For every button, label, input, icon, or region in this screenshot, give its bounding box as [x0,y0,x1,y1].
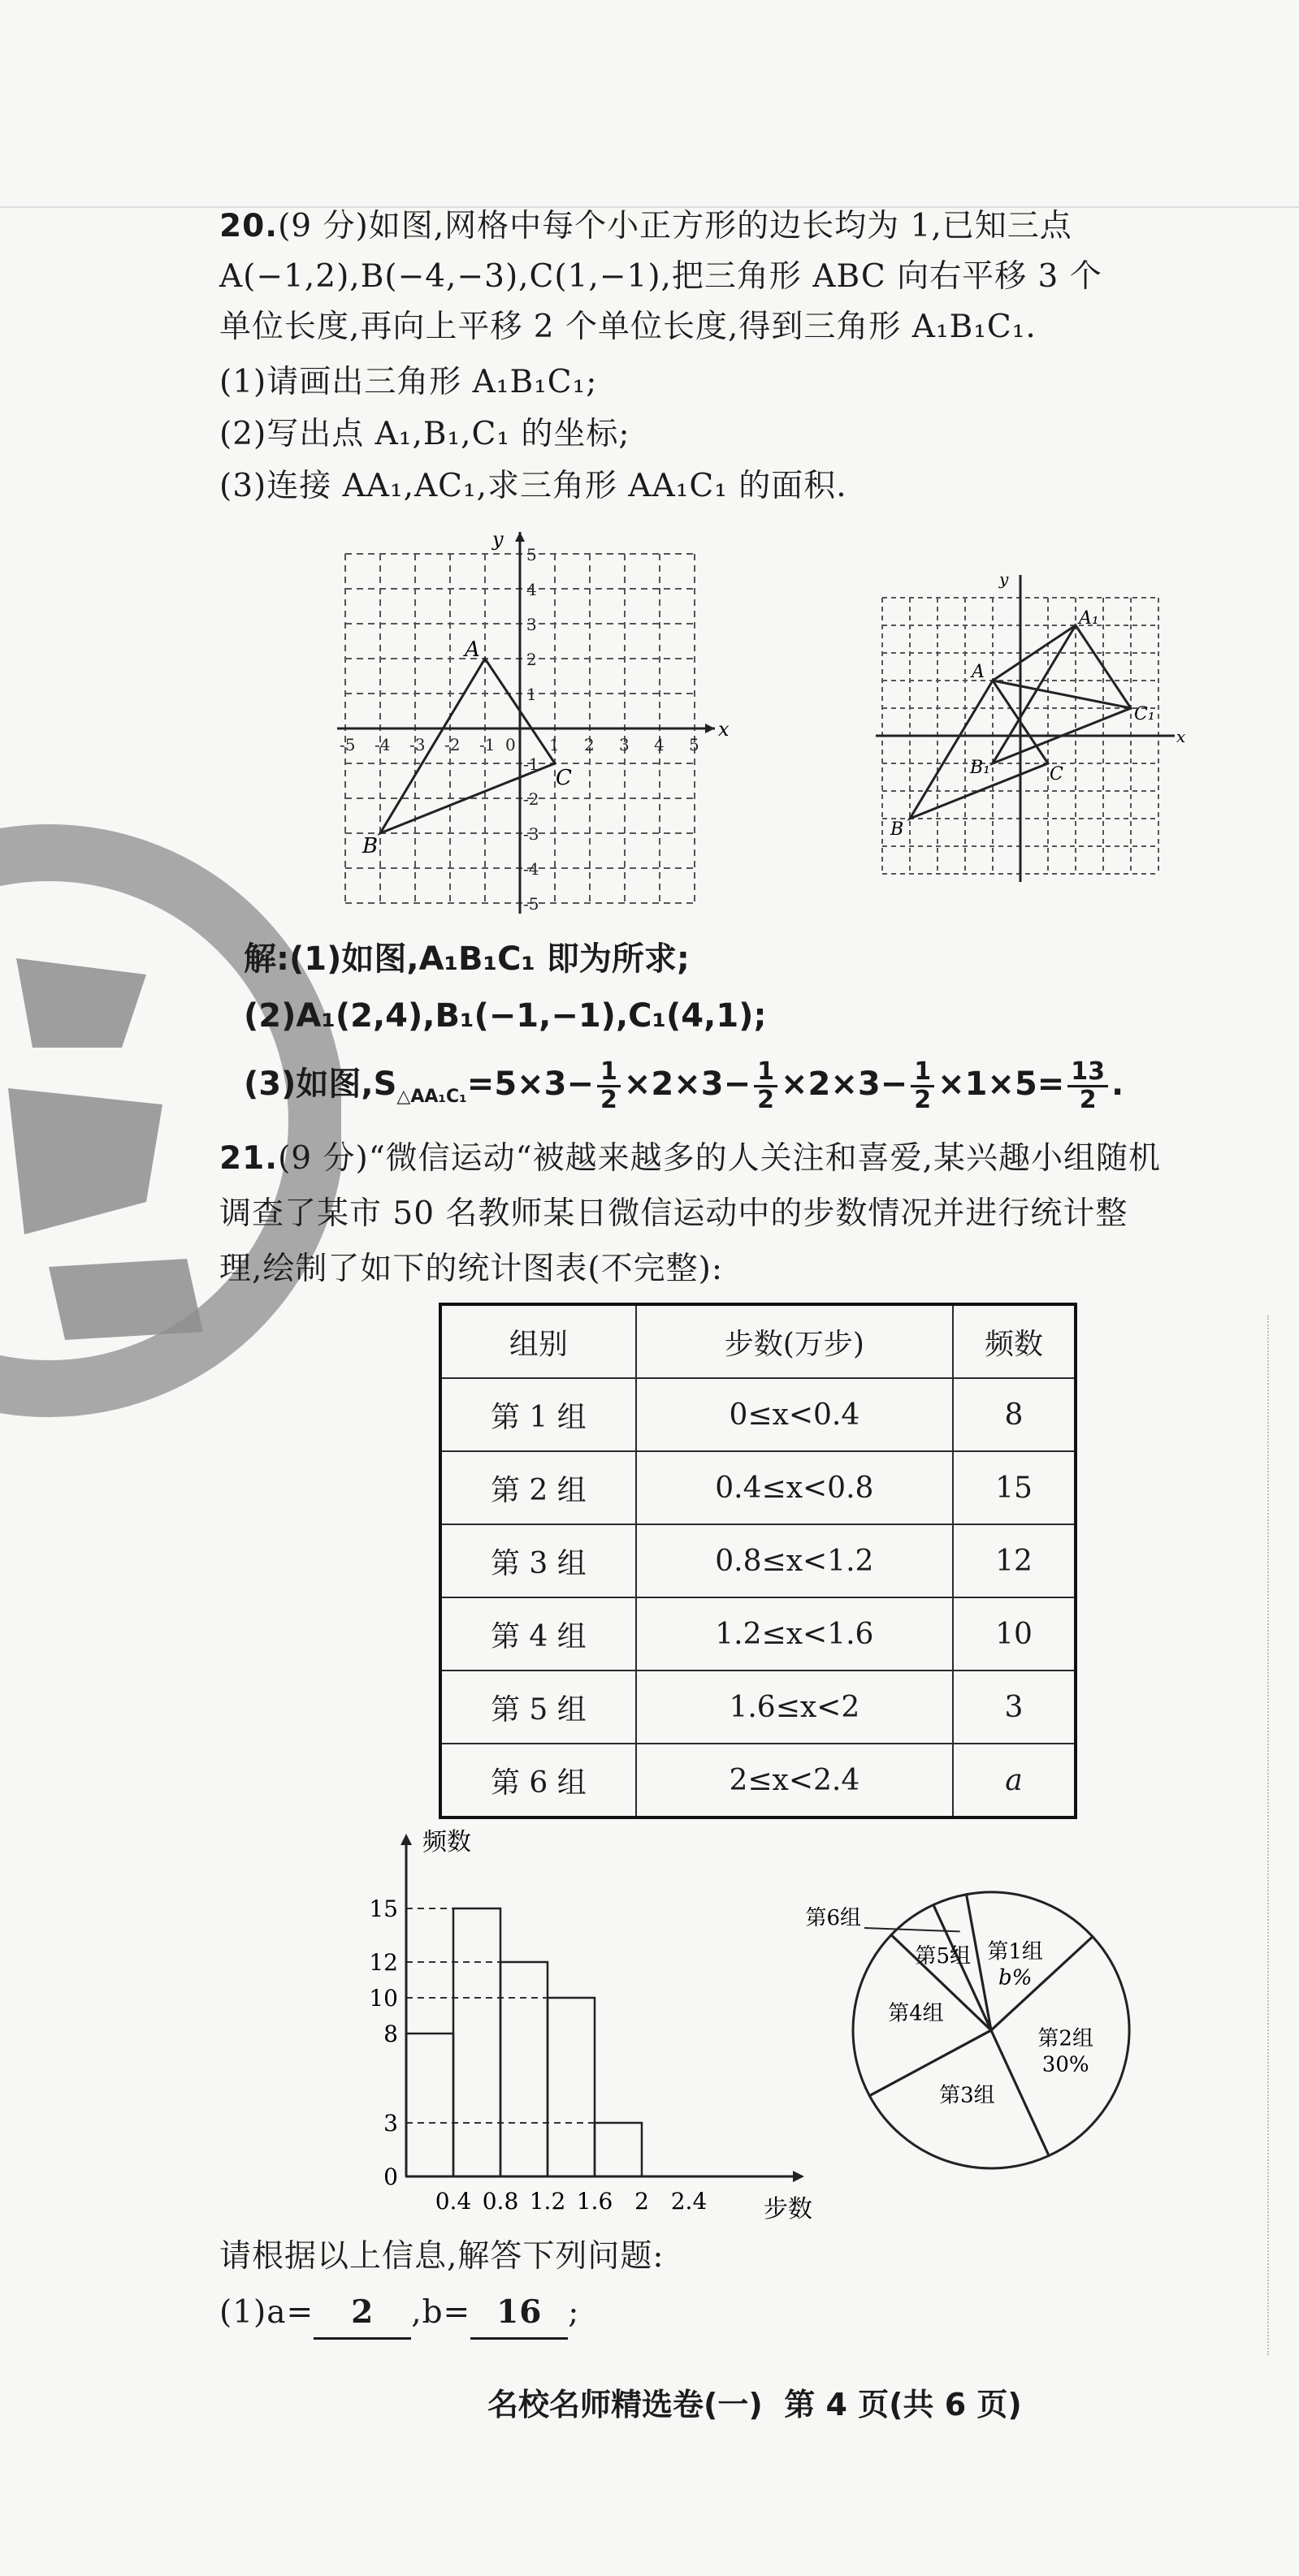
table-cell: 15 [953,1451,1076,1524]
pie-slice-label: 第1组 [987,1939,1043,1964]
q20-part3: (3)连接 AA₁,AC₁,求三角形 AA₁C₁ 的面积. [219,468,847,504]
table-row [440,1524,1076,1597]
hist-x-tick-label: 2 [634,2188,649,2215]
hist-y-tick-label: 3 [383,2110,398,2137]
table-cell: 12 [953,1524,1076,1597]
histogram-bar [453,1908,500,2176]
hist-y-tick-label: 15 [369,1895,398,1922]
hist-x-label: 步数 [764,2195,812,2224]
solution-step-3 [244,1048,1124,1134]
answer-a-blank: 2 [314,2287,411,2340]
tick-y--2: -2 [523,789,539,809]
histogram-bars [406,1908,642,2176]
frac-den: 2 [757,1085,774,1114]
q20-text-1: (9 分)如图,网格中每个小正方形的边长均为 1,已知三点 [278,208,1072,244]
q21-line3: 理,绘制了如下的统计图表(不完整): [219,1251,723,1287]
s3-end: . [1111,1065,1124,1103]
tick-x-5: 5 [689,735,699,754]
table-cell: 第 1 组 [440,1378,636,1451]
q21-part1-prefix: (1)a= [219,2294,314,2331]
histogram-chart [341,1819,845,2225]
tick-y--4: -4 [523,859,539,879]
tick-y--5: -5 [523,894,539,914]
table-row [440,1597,1076,1671]
tick-y-5: 5 [526,545,537,564]
frac-num: 13 [1067,1059,1108,1087]
q20-number: 20. [219,208,279,244]
hist-x-tick-label: 1.2 [529,2188,566,2215]
table-header-row [440,1304,1076,1378]
tick-x-1: 1 [549,735,560,754]
answer-label-A: A [972,662,985,682]
hist-y-label: 频数 [422,1828,471,1856]
table-cell: 2≤x<2.4 [636,1744,953,1817]
s3-subscript: △AA₁C₁ [396,1087,467,1107]
s3-t2: ×2×3− [780,1065,908,1103]
histogram-bar [406,2034,453,2176]
q20-figure-grid [325,520,747,942]
histogram-bar [595,2123,642,2176]
pie-slice-label: 第6组 [805,1906,861,1930]
hist-y-tick-label: 10 [369,1985,398,2012]
hist-y-tick-label: 0 [383,2163,398,2190]
footer-title: 名校名师精选卷(一) [487,2387,763,2423]
q20-line2: A(−1,2),B(−4,−3),C(1,−1),把三角形 ABC 向右平移 3 个 [219,258,1102,295]
tick-x--5: -5 [340,735,356,754]
tick-y-4: 4 [526,580,537,599]
footer-page: 第 4 页(共 6 页) [784,2387,1022,2423]
table-cell: 10 [953,1597,1076,1671]
x-axis-label: x [718,718,730,741]
tick-x-3: 3 [619,735,630,754]
tick-x-4: 4 [654,735,665,754]
table-cell: a [953,1744,1076,1817]
frac-num: 1 [911,1059,934,1087]
label-B: B [362,834,379,858]
tick-y-2: 2 [526,650,537,669]
q20-answer-figure [869,559,1194,900]
tick-x--4: -4 [375,735,391,754]
s3-prefix: (3)如图,S [244,1065,397,1103]
tick-y-1: 1 [526,685,537,704]
q21-line2: 调查了某市 50 名教师某日微信运动中的步数情况并进行统计整 [219,1195,1128,1232]
pie-slice-value: b% [998,1965,1033,1990]
tick-x--3: -3 [409,735,426,754]
answer-x-axis-label: x [1176,727,1186,746]
frequency-table [439,1303,1077,1819]
pie-slice-label: 第2组 [1037,2026,1093,2051]
frac-den: 2 [1079,1085,1097,1114]
tick-y--3: -3 [523,824,539,844]
table-cell: 0.4≤x<0.8 [636,1451,953,1524]
q21-line1 [219,1134,1161,1184]
pie-slice-label: 第4组 [888,2001,944,2026]
table-cell: 第 3 组 [440,1524,636,1597]
header-frequency: 频数 [953,1304,1076,1378]
tick-x--2: -2 [444,735,461,754]
q21-part1 [219,2287,579,2340]
header-steps: 步数(万步) [636,1304,953,1378]
table-cell: 第 6 组 [440,1744,636,1817]
segment-AC1 [993,681,1131,708]
binding-dotted-line [1267,1316,1269,2355]
histogram-bar [548,1998,595,2176]
y-axis-label: y [492,528,504,551]
page-footer [487,2379,1022,2424]
q20-part1: (1)请画出三角形 A₁B₁C₁; [219,364,598,400]
fraction-half-3 [911,1059,934,1113]
fraction-half-2 [754,1059,777,1113]
table-row [440,1744,1076,1817]
tick-y--1: -1 [523,754,539,774]
header-group: 组别 [440,1304,636,1378]
q20-part2: (2)写出点 A₁,B₁,C₁ 的坐标; [219,416,630,452]
hist-x-tick-label: 0.8 [482,2188,519,2215]
table-cell: 第 5 组 [440,1671,636,1744]
table-cell: 第 4 组 [440,1597,636,1671]
q20-line3: 单位长度,再向上平移 2 个单位长度,得到三角形 A₁B₁C₁. [219,309,1037,345]
answer-label-B: B [890,819,904,840]
q21-number: 21. [219,1140,279,1177]
frac-den: 2 [914,1085,932,1114]
table-cell: 0≤x<0.4 [636,1378,953,1451]
tick-x--1: -1 [479,735,496,754]
hist-x-tick-label: 2.4 [670,2188,708,2215]
table-cell: 3 [953,1671,1076,1744]
solution-step-2: (2)A₁(2,4),B₁(−1,−1),C₁(4,1); [244,997,767,1035]
table-row [440,1451,1076,1524]
q21-part1-end: ; [568,2294,580,2331]
label-C: C [556,766,572,790]
fraction-half-1 [597,1059,621,1113]
q21-part1-mid: ,b= [411,2294,471,2331]
q21-prompt: 请根据以上信息,解答下列问题: [219,2238,665,2275]
label-B1: B₁ [970,758,990,778]
answer-y-axis-label: y [999,569,1009,589]
tick-origin: 0 [505,735,516,754]
table-row [440,1671,1076,1744]
s3-t1: ×2×3− [623,1065,751,1103]
table-cell: 0.8≤x<1.2 [636,1524,953,1597]
hist-x-tick-label: 1.6 [576,2188,613,2215]
pie-slice-value: 30% [1041,2052,1089,2077]
s3-eq: =5×3− [466,1065,595,1103]
s3-t3: ×1×5= [937,1065,1065,1103]
table-row [440,1378,1076,1451]
table-cell: 第 2 组 [440,1451,636,1524]
table-cell: 1.2≤x<1.6 [636,1597,953,1671]
q20-line1 [219,201,1072,252]
tick-x-2: 2 [584,735,595,754]
table-cell: 1.6≤x<2 [636,1671,953,1744]
hist-y-tick-label: 12 [369,1949,398,1976]
answer-b-blank: 16 [470,2287,568,2340]
hist-y-tick-label: 8 [383,2021,398,2047]
label-A1: A₁ [1079,608,1099,629]
answer-label-C: C [1050,764,1063,784]
label-C1: C₁ [1134,704,1155,724]
histogram-bar [500,1962,548,2176]
pie-chart [804,1852,1162,2209]
label-A: A [465,638,480,662]
hist-x-tick-label: 0.4 [435,2188,472,2215]
fraction-result [1067,1059,1108,1113]
pie-slice-label: 第3组 [939,2083,995,2108]
pie-slice-label: 第5组 [915,1943,972,1969]
frac-den: 2 [600,1085,617,1114]
solution-step-1: 解:(1)如图,A₁B₁C₁ 即为所求; [244,940,690,978]
frac-num: 1 [597,1059,621,1087]
frac-num: 1 [754,1059,777,1087]
q21-text-1: (9 分)“微信运动“被越来越多的人关注和喜爱,某兴趣小组随机 [278,1140,1162,1177]
tick-y-3: 3 [526,615,537,634]
table-cell: 8 [953,1378,1076,1451]
